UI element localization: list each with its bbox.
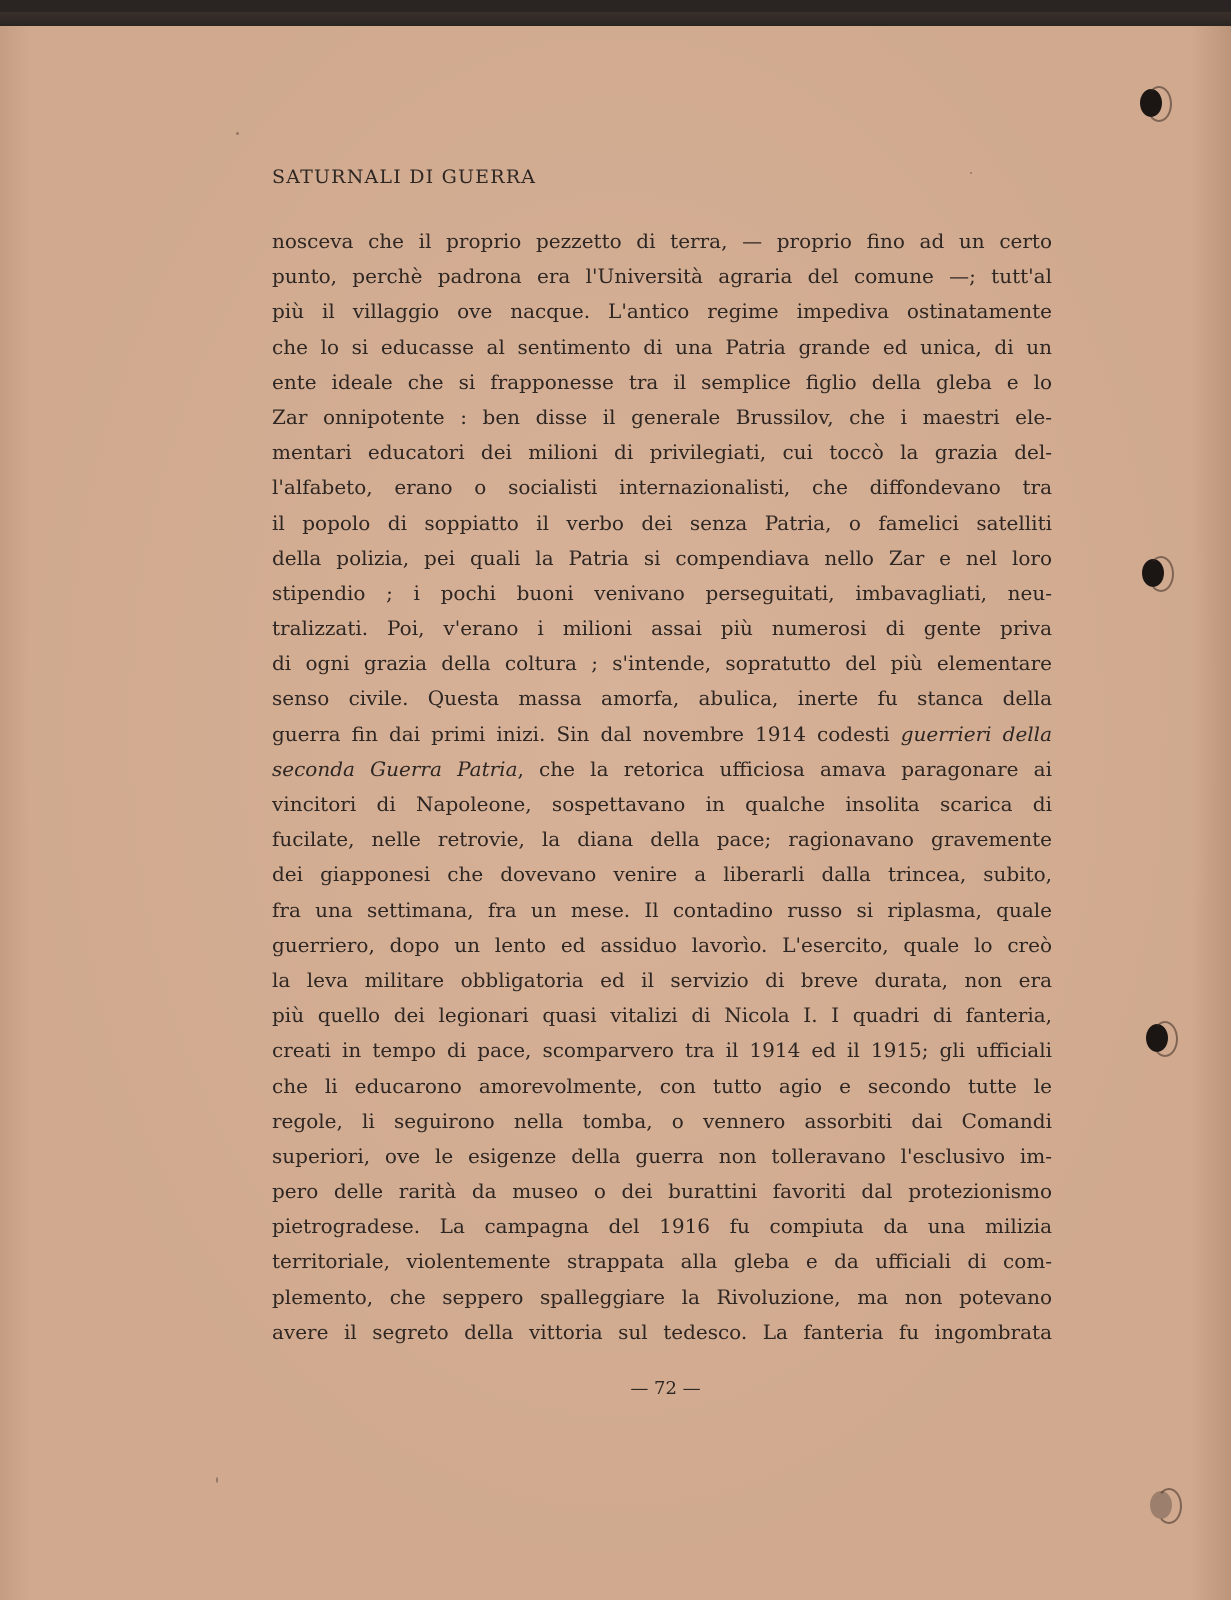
body-text <box>272 224 1052 1350</box>
text-line: regole, li seguirono nella tomba, o vennero assorbiti dai Comandi <box>272 1108 1052 1133</box>
text-line: nosceva che il proprio pezzetto di terra, — proprio fino ad un certo <box>272 229 1052 253</box>
text-line: ente ideale che si frapponesse tra il semplice figlio della gleba e lo <box>272 369 1052 394</box>
text-line: pietrogradese. La campagna del 1916 fu compiuta da una milizia <box>272 1214 1052 1239</box>
dust-speck <box>216 1477 218 1483</box>
text-line: guerriero, dopo un lento ed assiduo lavorìo. L'esercito, quale lo creò <box>272 932 1052 957</box>
text-line: stipendio ; i pochi buoni venivano perseguitati, imbavagliati, neu- <box>272 580 1052 605</box>
text-line: il popolo di soppiatto il verbo dei senza Patria, o famelici satelliti <box>272 510 1052 535</box>
text-line: fucilate, nelle retrovie, la diana della pace; ragionavano gravemente <box>272 827 1052 852</box>
text-line: che li educarono amorevolmente, con tutto agio e secondo tutte le <box>272 1073 1052 1098</box>
text-line: più il villaggio ove nacque. L'antico regime impediva ostinatamente <box>272 299 1052 324</box>
dust-speck <box>236 132 239 135</box>
text-line: dei giapponesi che dovevano venire a liberarli dalla trincea, subito, <box>272 862 1052 887</box>
scan-top-edge <box>0 12 1231 26</box>
text-line: punto, perchè padrona era l'Università agraria del comune —; tutt'al <box>272 264 1052 289</box>
text-line: della polizia, pei quali la Patria si compendiava nello Zar e nel loro <box>272 545 1052 570</box>
text-line: senso civile. Questa massa amorfa, abulica, inerte fu stanca della <box>272 686 1052 711</box>
text-line: seconda Guerra Patria, che la retorica ufficiosa amava paragonare ai <box>272 756 1052 781</box>
text-line: guerra fin dai primi inizi. Sin dal novembre 1914 codesti guerrieri della <box>272 721 1052 746</box>
text-line: tralizzati. Poi, v'erano i milioni assai più numerosi di gente priva <box>272 616 1052 641</box>
running-head: SATURNALI DI GUERRA <box>272 166 537 188</box>
text-line: Zar onnipotente : ben disse il generale Brussilov, che i maestri ele- <box>272 404 1052 429</box>
text-line: che lo si educasse al sentimento di una Patria grande ed unica, di un <box>272 334 1052 359</box>
text-line: avere il segreto della vittoria sul tedesco. La fanteria fu ingombrata <box>272 1319 1052 1344</box>
hole-icon <box>1140 85 1170 121</box>
hole-icon <box>1142 555 1172 591</box>
dust-speck <box>970 172 972 174</box>
text-line: l'alfabeto, erano o socialisti internazionalisti, che diffondevano tra <box>272 475 1052 500</box>
text-line: creati in tempo di pace, scomparvero tra il 1914 ed il 1915; gli ufficiali <box>272 1038 1052 1063</box>
text-line: territoriale, violentemente strappata alla gleba e da ufficiali di com- <box>272 1249 1052 1274</box>
text-line: superiori, ove le esigenze della guerra non tolleravano l'esclusivo im- <box>272 1143 1052 1168</box>
document-page <box>0 12 1231 1600</box>
hole-icon <box>1150 1487 1180 1523</box>
hole-icon <box>1146 1020 1176 1056</box>
page-number: — 72 — <box>630 1378 701 1399</box>
text-line: di ogni grazia della coltura ; s'intende, sopratutto del più elementare <box>272 651 1052 676</box>
text-line: plemento, che seppero spalleggiare la Rivoluzione, ma non potevano <box>272 1284 1052 1309</box>
text-line: pero delle rarità da museo o dei burattini favoriti dal protezionismo <box>272 1179 1052 1204</box>
text-line: mentari educatori dei milioni di privilegiati, cui toccò la grazia del- <box>272 440 1052 465</box>
text-line: più quello dei legionari quasi vitalizi di Nicola I. I quadri di fanteria, <box>272 1003 1052 1028</box>
text-line: vincitori di Napoleone, sospettavano in qualche insolita scarica di <box>272 792 1052 816</box>
text-line: fra una settimana, fra un mese. Il contadino russo si riplasma, quale <box>272 897 1052 922</box>
text-line: la leva militare obbligatoria ed il servizio di breve durata, non era <box>272 967 1052 992</box>
